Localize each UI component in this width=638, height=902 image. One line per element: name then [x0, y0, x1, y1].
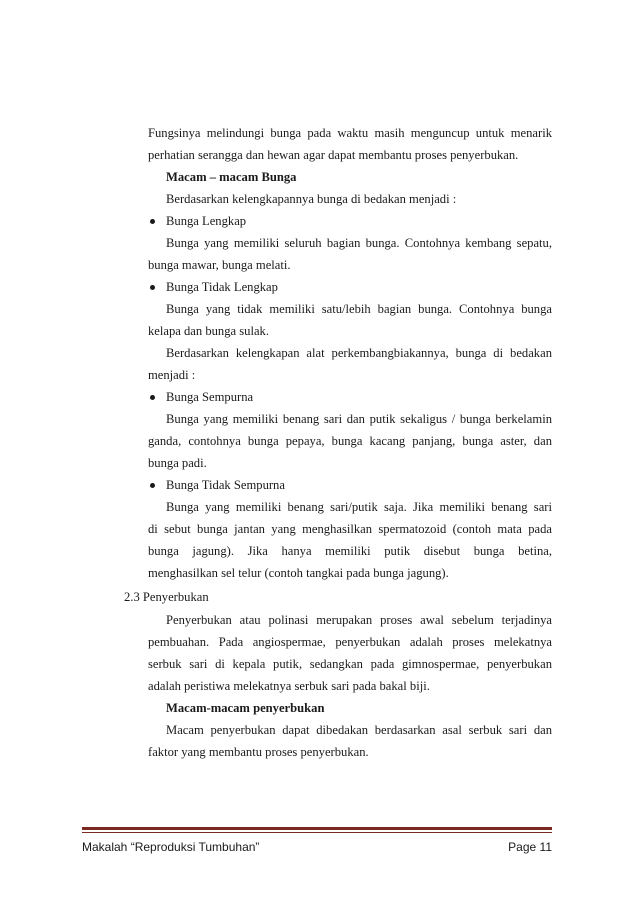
- bullet-icon: [150, 395, 155, 400]
- bullet-title: Bunga Tidak Sempurna: [166, 478, 285, 492]
- paragraph-line: faktor yang membantu proses penyerbukan.: [148, 745, 369, 759]
- bullet-title: Bunga Tidak Lengkap: [166, 280, 278, 294]
- paragraph-line: Bunga yang tidak memiliki satu/lebih bagian bunga. Contohnya bunga: [166, 302, 552, 316]
- paragraph-line: bunga padi.: [148, 456, 207, 470]
- paragraph-line: adalah peristiwa melekatnya serbuk sari pada bakal biji.: [148, 679, 430, 693]
- bullet-icon: [150, 285, 155, 290]
- paragraph-line: Bunga yang memiliki benang sari dan putik sekaligus / bunga berkelamin: [166, 412, 552, 426]
- paragraph-line: kelapa dan bunga sulak.: [148, 324, 269, 338]
- paragraph-line: Berdasarkan kelengkapannya bunga di bedakan menjadi :: [166, 192, 457, 206]
- subheading-macam-penyerbukan: Macam-macam penyerbukan: [166, 701, 325, 715]
- paragraph-line: di sebut bunga jantan yang menghasilkan spermatozoid (contoh mata pada: [148, 522, 552, 536]
- footer-rule-thick: [82, 827, 552, 830]
- paragraph-line: bunga jagung). Jika hanya memiliki putik disebut bunga betina,: [148, 544, 552, 558]
- paragraph-line: Bunga yang memiliki benang sari/putik saja. Jika memiliki benang sari: [166, 500, 552, 514]
- paragraph-line: Berdasarkan kelengkapan alat perkembangbiakannya, bunga di bedakan: [166, 346, 552, 360]
- section-heading: 2.3 Penyerbukan: [124, 590, 209, 604]
- bullet-icon: [150, 219, 155, 224]
- bullet-title: Bunga Lengkap: [166, 214, 247, 228]
- paragraph-line: menghasilkan sel telur (contoh tangkai pada bunga jagung).: [148, 566, 449, 580]
- subheading-macam-bunga: Macam – macam Bunga: [166, 170, 297, 184]
- paragraph-line: ganda, contohnya bunga pepaya, bunga kacang panjang, bunga aster, dan: [148, 434, 552, 448]
- page-number: Page 11: [508, 840, 552, 854]
- paragraph-line: perhatian serangga dan hewan agar dapat membantu proses penyerbukan.: [148, 148, 519, 162]
- bullet-title: Bunga Sempurna: [166, 390, 254, 404]
- paragraph-line: Fungsinya melindungi bunga pada waktu masih menguncup untuk menarik: [148, 126, 552, 140]
- footer-title: Makalah “Reproduksi Tumbuhan”: [82, 840, 260, 854]
- footer-rule-thin: [82, 832, 552, 833]
- paragraph-line: Macam penyerbukan dapat dibedakan berdasarkan asal serbuk sari dan: [166, 723, 552, 737]
- paragraph-line: pembuahan. Pada angiospermae, penyerbukan adalah proses melekatnya: [148, 635, 552, 649]
- paragraph-line: bunga mawar, bunga melati.: [148, 258, 291, 272]
- paragraph-line: menjadi :: [148, 368, 196, 382]
- bullet-icon: [150, 483, 155, 488]
- paragraph-line: serbuk sari di kepala putik, sedangkan pada gimnospermae, penyerbukan: [148, 657, 552, 671]
- paragraph-line: Bunga yang memiliki seluruh bagian bunga. Contohnya kembang sepatu,: [166, 236, 552, 250]
- paragraph-line: Penyerbukan atau polinasi merupakan proses awal sebelum terjadinya: [166, 613, 552, 627]
